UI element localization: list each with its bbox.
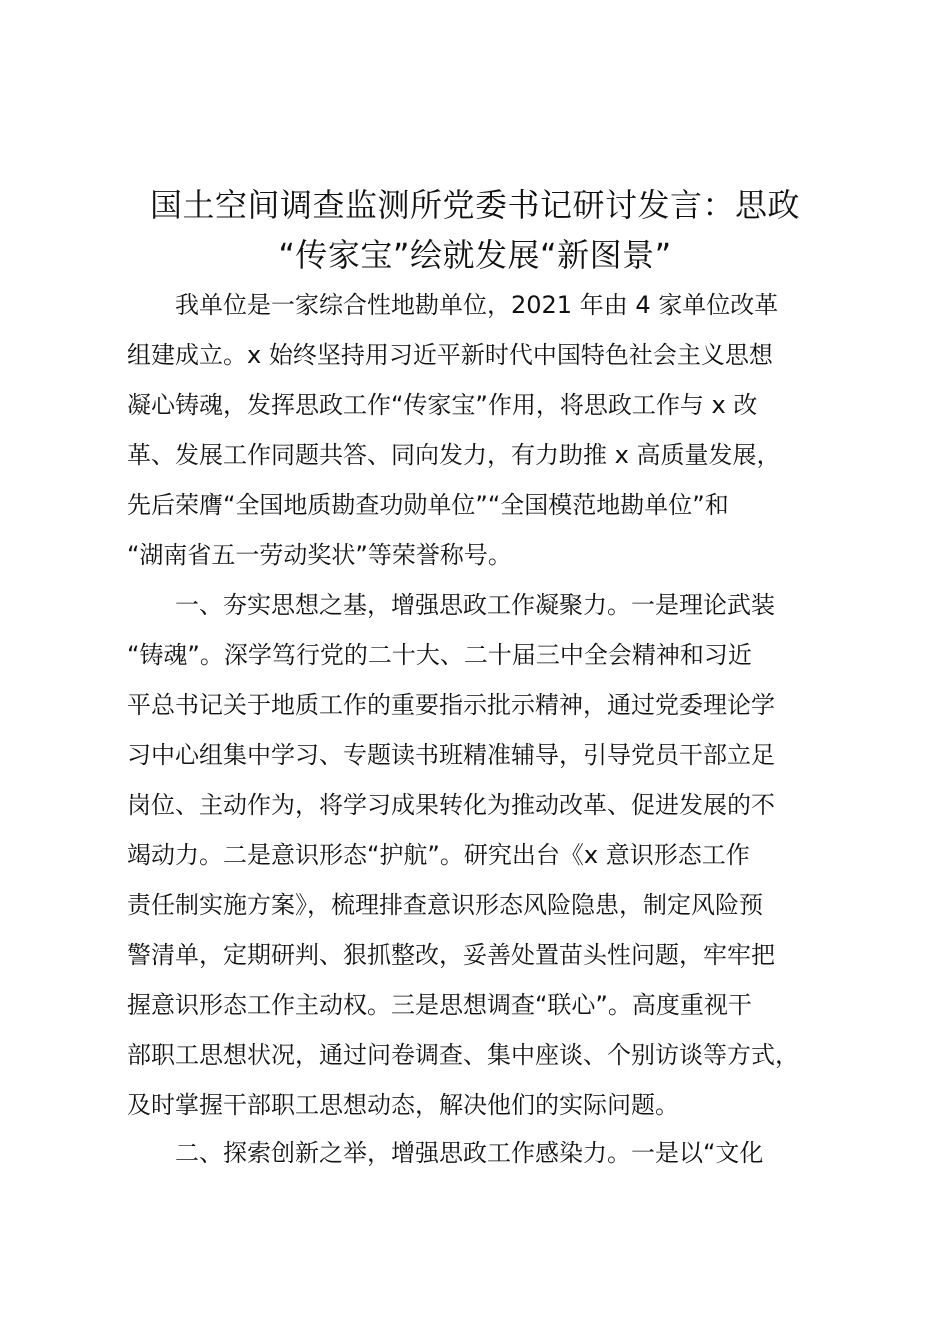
paragraph-line: 我单位是一家综合性地勘单位，2021 年由 4 家单位改革	[175, 291, 779, 319]
paragraph-line: 岗位、主动作为，将学习成果转化为推动改革、促进发展的不	[127, 791, 775, 819]
paragraph-line: 习中心组集中学习、专题读书班精准辅导，引导党员干部立足	[127, 741, 775, 769]
title-line-2: “传家宝”绘就发展“新图景”	[278, 236, 672, 274]
title-line-1: 国土空间调查监测所党委书记研讨发言：思政	[149, 186, 800, 224]
paragraph-line: 部职工思想状况，通过问卷调查、集中座谈、个别访谈等方式，	[127, 1041, 799, 1069]
paragraph-line: 握意识形态工作主动权。三是思想调查“联心”。高度重视干	[127, 991, 752, 1019]
document-title	[100, 180, 850, 280]
paragraph-line: “湖南省五一劳动奖状”等荣誉称号。	[127, 541, 512, 569]
paragraph-line: “铸魂”。深学笃行党的二十大、二十届三中全会精神和习近	[127, 641, 752, 669]
paragraph-line: 警清单，定期研判、狠抓整改，妥善处置苗头性问题，牢牢把	[127, 941, 775, 969]
paragraph-line: 革、发展工作同题共答、同向发力，有力助推 x 高质量发展，	[127, 441, 781, 469]
paragraph-line: 竭动力。二是意识形态“护航”。研究出台《x 意识形态工作	[127, 841, 750, 869]
paragraph-line: 先后荣膺“全国地质勘查功勋单位”“全国模范地勘单位”和	[127, 491, 729, 519]
paragraph-line: 一、夯实思想之基，增强思政工作凝聚力。一是理论武装	[175, 591, 775, 619]
paragraph-line: 责任制实施方案》，梳理排查意识形态风险隐患，制定风险预	[127, 891, 763, 919]
paragraph-line: 二、探索创新之举，增强思政工作感染力。一是以“文化	[175, 1139, 764, 1167]
paragraph-section-two	[127, 1128, 833, 1178]
paragraph-section-one	[127, 580, 833, 1130]
paragraph-line: 及时掌握干部职工思想动态，解决他们的实际问题。	[127, 1091, 679, 1119]
paragraph-line: 组建成立。x 始终坚持用习近平新时代中国特色社会主义思想	[127, 341, 773, 369]
paragraph-line: 凝心铸魂，发挥思政工作“传家宝”作用，将思政工作与 x 改	[127, 391, 758, 419]
paragraph-intro	[127, 280, 833, 580]
paragraph-line: 平总书记关于地质工作的重要指示批示精神，通过党委理论学	[127, 691, 775, 719]
